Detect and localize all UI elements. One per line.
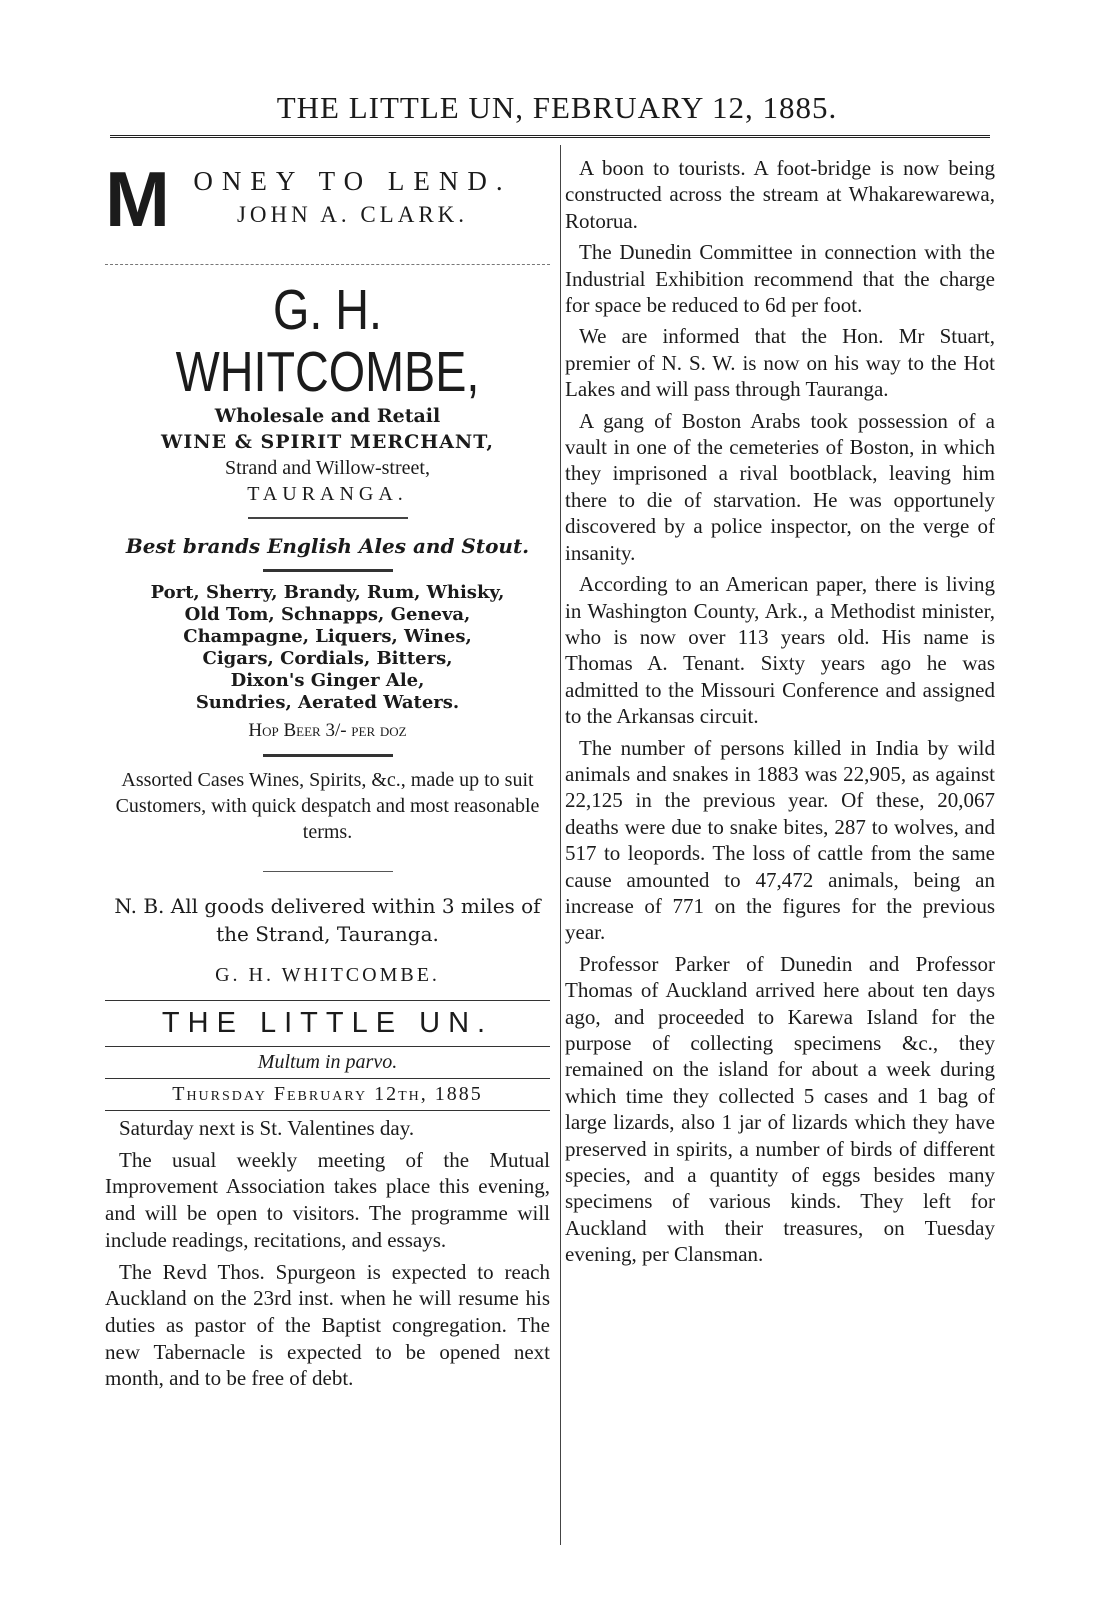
assorted-cases: Assorted Cases Wines, Spirits, &c., made up to suit Customers, with quick despatch and most reasonable terms. bbox=[115, 769, 540, 843]
article-paragraph: The number of persons killed in India by wild animals and snakes in 1883 was 22,905, as against 22,125 in the previous year. Of these, 20,067 deaths were due to snake bites, 287 to wolves, and 517 to leopords. The loss of cattle from the same cause amounted to 47,472 animals, being an increase of 771 on the figures for the previous year. bbox=[565, 735, 995, 945]
goods-list bbox=[105, 582, 550, 714]
trade-line-1: Wholesale and Retail bbox=[214, 405, 441, 427]
goods-line: Port, Sherry, Brandy, Rum, Whisky, bbox=[150, 582, 505, 603]
ornament-rule bbox=[263, 569, 393, 572]
advert-signature: G. H. WHITCOMBE. bbox=[215, 964, 440, 986]
delivery-note: N. B. All goods delivered within 3 miles of the Strand, Tauranga. bbox=[114, 894, 541, 946]
article-paragraph: Saturday next is St. Valentines day. bbox=[119, 1116, 415, 1140]
article-paragraph: The Revd Thos. Spurgeon is expected to reach Auckland on the 23rd inst. when he will resume his duties as pastor of the Baptist congregation. The new Tabernacle is expected to be opened next month, and to be free of debt. bbox=[105, 1259, 550, 1391]
column-rule bbox=[560, 145, 561, 1545]
article-paragraph: The usual weekly meeting of the Mutual Improvement Association takes place this evening, and will be open to visitors. The programme will include readings, recitations, and essays. bbox=[105, 1147, 550, 1252]
paper-title-box bbox=[105, 1000, 550, 1047]
short-rule bbox=[263, 871, 393, 872]
address-line: Strand and Willow-street, bbox=[225, 457, 430, 479]
dateline: Thursday February 12th, 1885 bbox=[105, 1079, 550, 1111]
trade-line-2: WINE & SPIRIT MERCHANT, bbox=[161, 431, 494, 453]
goods-line: Champagne, Liquers, Wines, bbox=[183, 626, 472, 647]
paper-motto: Multum in parvo. bbox=[105, 1047, 550, 1079]
goods-line: Sundries, Aerated Waters. bbox=[195, 692, 460, 713]
right-column bbox=[565, 155, 995, 1273]
advertiser-name: JOHN A. CLARK. bbox=[236, 202, 469, 227]
hop-beer-line: Hop Beer 3/- per doz bbox=[248, 720, 407, 741]
article-paragraph: We are informed that the Hon. Mr Stuart, premier of N. S. W. is now on his way to the Hot Lakes and will pass through Tauranga. bbox=[565, 324, 995, 402]
brands-line: Best brands English Ales and Stout. bbox=[125, 534, 530, 558]
merchant-name: G. H. WHITCOMBE, bbox=[175, 278, 480, 404]
drop-cap: M bbox=[105, 155, 170, 243]
ornament-rule bbox=[248, 517, 408, 519]
masthead: THE LITTLE UN, FEBRUARY 12, 1885. bbox=[276, 90, 838, 125]
left-column bbox=[105, 155, 550, 1397]
advert-whitcombe bbox=[105, 279, 550, 988]
divider bbox=[105, 264, 550, 265]
article-paragraph: According to an American paper, there is living in Washington County, Ark., a Methodist minister, who is now over 113 years old. His name is Thomas A. Tenant. Sixty years ago he was admitted to the Missouri Conference and assigned to the Arkansas circuit. bbox=[565, 572, 995, 729]
ornament-rule bbox=[263, 754, 393, 757]
money-to-lend-heading: ONEY TO LEND. bbox=[193, 166, 512, 196]
article-paragraph: Professor Parker of Dunedin and Professor Thomas of Auckland arrived here about ten days ago, and proceeded to Karewa Island for the purpose of collecting specimens &c., they remained on the island for about a week during which time they collected 5 cases and 1 bag of large lizards, also 1 jar of lizards which they have preserved in spirits, a number of birds of different species, and a quantity of eggs besides many specimens of various kinds. They left for Auckland with their treasures, on Tuesday evening, per Clansman. bbox=[565, 951, 995, 1267]
goods-line: Old Tom, Schnapps, Geneva, bbox=[184, 604, 471, 625]
top-rule bbox=[110, 135, 990, 138]
town-line: TAURANGA. bbox=[247, 483, 408, 505]
article-paragraph: A gang of Boston Arabs took possession of a vault in one of the cemeteries of Boston, in which they imprisoned a rival bootblack, leaving him there to die of starvation. He was opportunely discovered by a police inspector, on the verge of insanity. bbox=[565, 408, 995, 565]
article-paragraph: The Dunedin Committee in connection with the Industrial Exhibition recommend that the charge for space be reduced to 6d per foot. bbox=[565, 240, 995, 318]
advert-money-to-lend bbox=[105, 155, 550, 250]
article-paragraph: A boon to tourists. A foot-bridge is now being constructed across the stream at Whakarewarewa, Rotorua. bbox=[565, 156, 995, 233]
goods-line: Dixon's Ginger Ale, bbox=[230, 670, 425, 691]
goods-line: Cigars, Cordials, Bitters, bbox=[202, 648, 453, 669]
paper-title: THE LITTLE UN. bbox=[161, 1007, 494, 1039]
